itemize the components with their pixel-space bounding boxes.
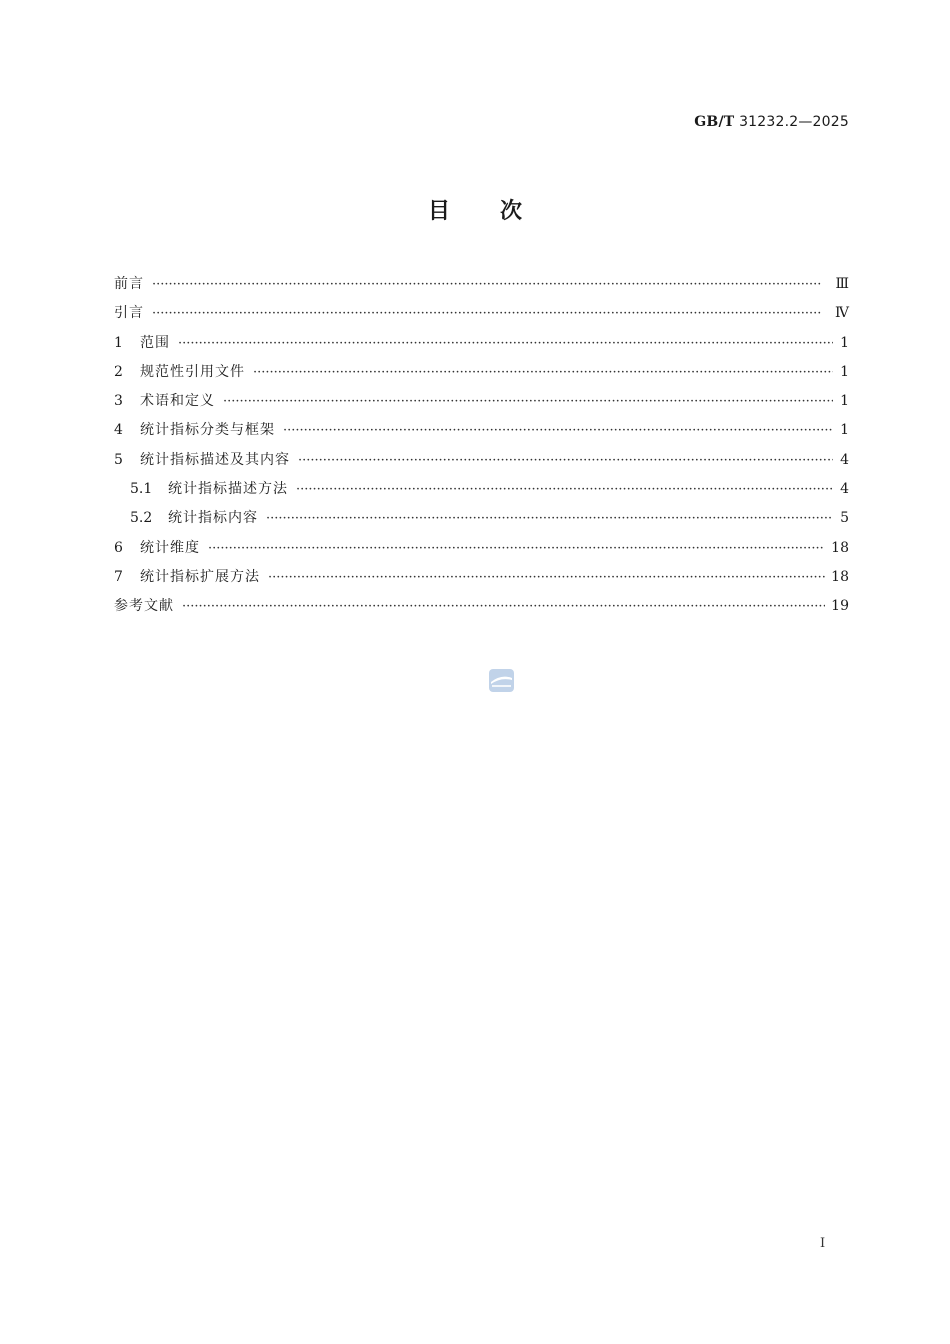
toc-leader-dots: [298, 450, 833, 471]
toc-entry-description-method[interactable]: [114, 479, 849, 508]
toc-entry-number: 6: [114, 539, 123, 556]
toc-entry-bibliography[interactable]: [114, 596, 849, 625]
toc-entry-number: 2: [114, 363, 123, 380]
toc-leader-dots: [283, 420, 833, 441]
toc-entry-label: 术语和定义: [140, 393, 215, 410]
toc-entry-indicator-description[interactable]: [114, 450, 849, 479]
toc-entry-statistical-dimensions[interactable]: [114, 538, 849, 567]
toc-entry-label: 统计指标扩展方法: [140, 568, 260, 585]
toc-leader-dots: [266, 508, 833, 529]
toc-entry-page: Ⅲ: [835, 276, 849, 292]
toc-leader-dots: [296, 479, 833, 500]
toc-entry-page: Ⅳ: [835, 305, 849, 322]
toc-entry-page: 1: [840, 393, 849, 410]
toc-entry-page: 1: [840, 363, 849, 380]
sac-logo-icon: [488, 668, 515, 693]
toc-leader-dots: [268, 567, 825, 588]
toc-entry-indicator-content[interactable]: [114, 508, 849, 537]
toc-entry-number: 7: [114, 568, 123, 585]
toc-leader-dots: [208, 538, 825, 559]
toc-leader-dots: [152, 303, 829, 324]
toc-entry-page: 1: [840, 334, 849, 351]
toc-entry-number: 1: [114, 334, 123, 351]
toc-entry-page: 19: [831, 598, 849, 615]
toc-entry-extension-method[interactable]: [114, 567, 849, 596]
toc-entry-label: 引言: [114, 305, 144, 322]
toc-leader-dots: [182, 596, 825, 617]
toc-leader-dots: [152, 274, 829, 295]
toc-entry-number: 5.2: [130, 510, 153, 527]
standard-prefix: GB/T: [694, 114, 735, 130]
toc-entry-introduction[interactable]: [114, 303, 849, 332]
toc-entry-page: 18: [831, 539, 849, 556]
toc-entry-label: 范围: [140, 334, 170, 351]
standard-code: [694, 114, 849, 130]
toc-entry-page: 4: [840, 481, 849, 498]
toc-entry-normative-references[interactable]: [114, 362, 849, 391]
page-number: I: [820, 1236, 826, 1251]
toc-entry-number: 4: [114, 422, 123, 439]
toc-entry-number: 3: [114, 393, 123, 410]
sac-logo-stripe: [492, 685, 511, 687]
toc-entry-scope[interactable]: [114, 333, 849, 362]
toc-leader-dots: [178, 333, 833, 354]
toc-entry-page: 5: [840, 510, 849, 527]
toc-entry-label: 规范性引用文件: [140, 363, 245, 380]
toc-entry-number: 5.1: [130, 481, 153, 498]
toc-leader-dots: [223, 391, 833, 412]
toc-entry-terms-definitions[interactable]: [114, 391, 849, 420]
toc-leader-dots: [253, 362, 833, 383]
toc-entry-page: 1: [840, 422, 849, 439]
toc-entry-label: 统计指标描述方法: [168, 481, 288, 498]
toc-entry-label: 统计指标分类与框架: [140, 422, 275, 439]
table-of-contents: [114, 274, 849, 626]
toc-entry-label: 统计指标描述及其内容: [140, 451, 290, 468]
toc-entry-label: 统计指标内容: [168, 510, 258, 527]
toc-entry-label: 参考文献: [114, 598, 174, 615]
sac-logo-background: [489, 669, 514, 692]
toc-entry-label: 统计维度: [140, 539, 200, 556]
toc-entry-foreword[interactable]: [114, 274, 849, 303]
standard-number: 31232.2—2025: [739, 114, 849, 130]
toc-entry-classification-framework[interactable]: [114, 420, 849, 449]
toc-entry-number: 5: [114, 451, 123, 468]
toc-entry-label: 前言: [114, 276, 144, 292]
page-title: 目次: [427, 199, 572, 224]
toc-entry-page: 18: [831, 568, 849, 585]
toc-entry-page: 4: [840, 451, 849, 468]
